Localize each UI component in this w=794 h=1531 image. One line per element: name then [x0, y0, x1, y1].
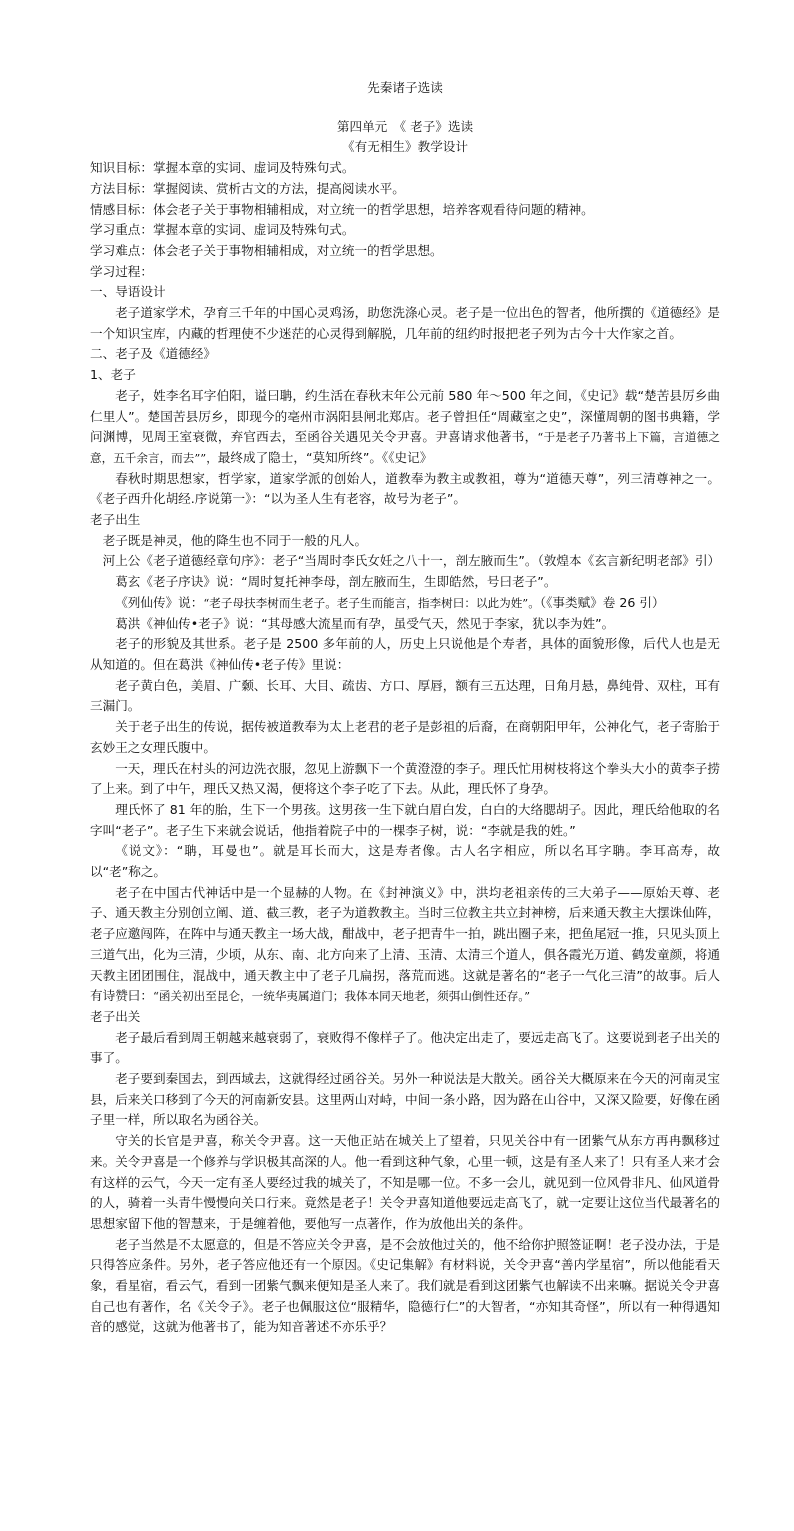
bio-text-b: 最终成了隐士，“莫知所终”。《《史记》	[217, 449, 433, 465]
birth-paragraph: 河上公《老子道德经章句序》：老子“当周时李氏女妊之八十一，剖左腋而生”。（敦煌本《玄言新纪明老部》引）	[102, 553, 721, 569]
fengshen-text: 老子在中国古代神话中是一个显赫的人物。在《封神演义》中，洪均老祖亲传的三大弟子——原始天尊、老子、通天教主分别创立阐、道、截三教，老子为道教教主。当时三位教主共立封神榜，后来通天教主大摆诛仙阵，老子应邀闯阵，在阵中与通天教主一场大战，酣战中，老子把青牛一拍，跳出圈子来，把鱼尾冠一推，只见头顶上三道气出，化为三清，少顷，从东、南、北方向来了上清、玉清、太清三个道人，俱各霞光万道、鹤发童颜，将通天教主团团围住，混战中，通天教主中了老子几扁拐，落荒而逃。这就是著名的“老子一气化三清”的故事。后人有诗赞曰：	[90, 884, 720, 1004]
birth-paragraph: 葛玄《老子序诀》说：“周时复托神李母，剖左腋而生，生即皓然，号曰老子”。	[115, 574, 557, 590]
section-laozi-heading: 二、老子及《道德经》	[90, 346, 216, 362]
key-point: 学习重点：掌握本章的实词、虚词及特殊句式。	[90, 222, 355, 238]
birth-paragraph: 葛洪《神仙传•老子》说：“其母感大流星而有孕，虽受气天，然见于李家，犹以李为姓”。	[115, 615, 615, 631]
objective-emotion: 情感目标：体会老子关于事物相辅相成，对立统一的哲学思想，培养客观看待问题的精神。	[90, 201, 594, 217]
intro-paragraph: 老子道家学术，孕育三千年的中国心灵鸡汤，助您洗涤心灵。老子是一位出色的智者，他所撰的《道德经》是一个知识宝库，内藏的哲理使不少迷茫的心灵得到解脱，几年前的纽约时报把老子列为古今十大作家之首。	[90, 305, 720, 341]
bio-text-a: 老子，姓李名耳字伯阳，谥曰聃，约生活在春秋末年公元前 580 年～500 年之间，《史记》载“楚苦县厉乡曲仁里人”。楚国苦县厉乡，即现今的亳州市涡阳县闸北郑店。老子曾担任“周藏室之史”，深懂周朝的图书典籍，学问渊博，见周王室衰微，弃官西去，至函谷关遇见关令尹喜。尹喜请求他著书，	[90, 387, 720, 445]
section-intro-heading: 一、导语设计	[90, 284, 166, 300]
course-title: 先秦诸子选读	[367, 80, 443, 95]
birth-paragraph: 《说文》：“聃，耳曼也”。就是耳长而大，这是寿者像。古人名字相应，所以名耳字聃。李耳高寿，故以“老”称之。	[90, 843, 720, 880]
birth-paragraph	[90, 883, 720, 1007]
birth-paragraph: 老子既是神灵，他的降生也不同于一般的凡人。	[102, 532, 368, 548]
birth-paragraph: 理氏怀了 81 年的胎，生下一个男孩。这男孩一生下就白眉白发，白白的大络腮胡子。因此，理氏给他取的名字叫“老子”。老子生下来就会说话，他指着院子中的一棵李子树，说：“李就是我的姓。”	[90, 801, 720, 838]
difficult-point: 学习难点：体会老子关于事物相辅相成，对立统一的哲学思想。	[90, 242, 443, 258]
unit-title: 第四单元 《 老子》选读	[336, 118, 474, 134]
birth-paragraph: 关于老子出生的传说，据传被道教奉为太上老君的老子是彭祖的后裔，在商朝阳甲年，公神化气，老子寄胎于玄妙王之女理氏腹中。	[90, 719, 720, 755]
birth-paragraph: 老子黄白色，美眉、广颡、长耳、大目、疏齿、方口、厚唇，额有三五达理，日角月悬，鼻纯骨、双柱，耳有三漏门。	[90, 677, 720, 714]
spacer	[90, 99, 720, 117]
birth-heading: 老子出生	[90, 512, 141, 528]
laozi-bio-paragraph	[90, 386, 720, 469]
departure-paragraph: 守关的长官是尹喜，称关令尹喜。这一天他正站在城关上了望着，只见关谷中有一团紫气从东方再冉飘移过来。关令尹喜是一个修养与学识极其高深的人。他一看到这种气象，心里一顿，这是有圣人来了！只有圣人来才会有这样的云气，今天一定有圣人要经过我的城关了，不知是哪一位。不多一会儿，就见到一位风骨非凡、仙风道骨的人，骑着一头青牛慢慢向关口行来。竟然是老子！关令尹喜知道他要远走高飞了，就一定要让这位当代最著名的思想家留下他的智慧来，于是缠着他，要他写一点著作，作为放他出关的条件。	[90, 1133, 720, 1231]
birth-paragraph: 一天，理氏在村头的河边洗衣服，忽见上游飘下一个黄澄澄的李子。理氏忙用树枝将这个拳头大小的黄李子捞了上来。到了中午，理氏又热又渴，便将这个李子吃了下去。从此，理氏怀了身孕。	[90, 760, 720, 797]
departure-paragraph: 老子当然是不太愿意的，但是不答应关令尹喜，是不会放他过关的，他不给你护照签证啊！老子没办法，于是只得答应条件。另外，老子答应他还有一个原因。《史记集解》有材料说，关令尹喜“善内学星宿”，所以他能看天象，看星宿，看云气，看到一团紫气飘来便知是圣人来了。我们就是看到这团紫气也解读不出来嘛。据说关令尹喜自己也有著作，名《关令子》。老子也佩服这位“服精华，隐德行仁”的大智者，“亦知其奇怪”，所以有一种得遇知音的感觉，这就为他著书了，能为知音著述不亦乐乎？	[90, 1236, 720, 1335]
departure-paragraph: 老子最后看到周王朝越来越衰弱了，衰败得不像样子了。他决定出走了，要远走高飞了。这要说到老子出关的事了。	[90, 1029, 720, 1066]
departure-heading: 老子出关	[90, 1008, 141, 1024]
lesson-title: 《有无相生》教学设计	[342, 139, 468, 155]
laozi-title-paragraph: 春秋时期思想家，哲学家，道家学派的创始人，道教奉为教主或教祖，尊为“道德天尊”，列三清尊神之一。《老子西升化胡经.序说第一》：“以为圣人生有老容，故号为老子”。	[90, 470, 720, 507]
birth-paragraph: 老子的形貌及其世系。老子是 2500 多年前的人，历史上只说他是个寿者，具体的面貌形像，后代人也是无从知道的。但在葛洪《神仙传•老子传》里说：	[90, 636, 720, 672]
birth-paragraph	[90, 593, 720, 614]
liexian-citation: （《事类赋》卷 26 引）	[539, 594, 665, 610]
process-label: 学习过程：	[90, 263, 153, 279]
subsection-laozi: 1、老子	[90, 367, 136, 383]
liexian-source: 《列仙传》说：	[115, 594, 204, 610]
bio-quote: “于是老子乃著书上下篇，言道德之意，五千余言，而去””，	[90, 430, 720, 465]
document-page	[90, 78, 720, 1338]
liexian-quote: “老子母扶李树而生老子。老子生而能言，指李树曰：以此为姓”。	[203, 595, 540, 610]
objective-knowledge: 知识目标：掌握本章的实词、虚词及特殊句式。	[90, 160, 355, 176]
departure-paragraph: 老子要到秦国去，到西域去，这就得经过函谷关。另外一种说法是大散关。函谷关大概原来在今天的河南灵宝县，后来关口移到了今天的河南新安县。这里两山对峙，中间一条小路，因为路在山谷中，又深又险要，好像在函子里一样，所以取名为函谷关。	[90, 1071, 720, 1128]
fengshen-poem: “函关初出至昆仑，一统华夷属道门；我体本同天地老，须弭山倒性还存。”	[152, 989, 531, 1004]
objective-method: 方法目标：掌握阅读、赏析古文的方法，提高阅读水平。	[90, 180, 405, 196]
